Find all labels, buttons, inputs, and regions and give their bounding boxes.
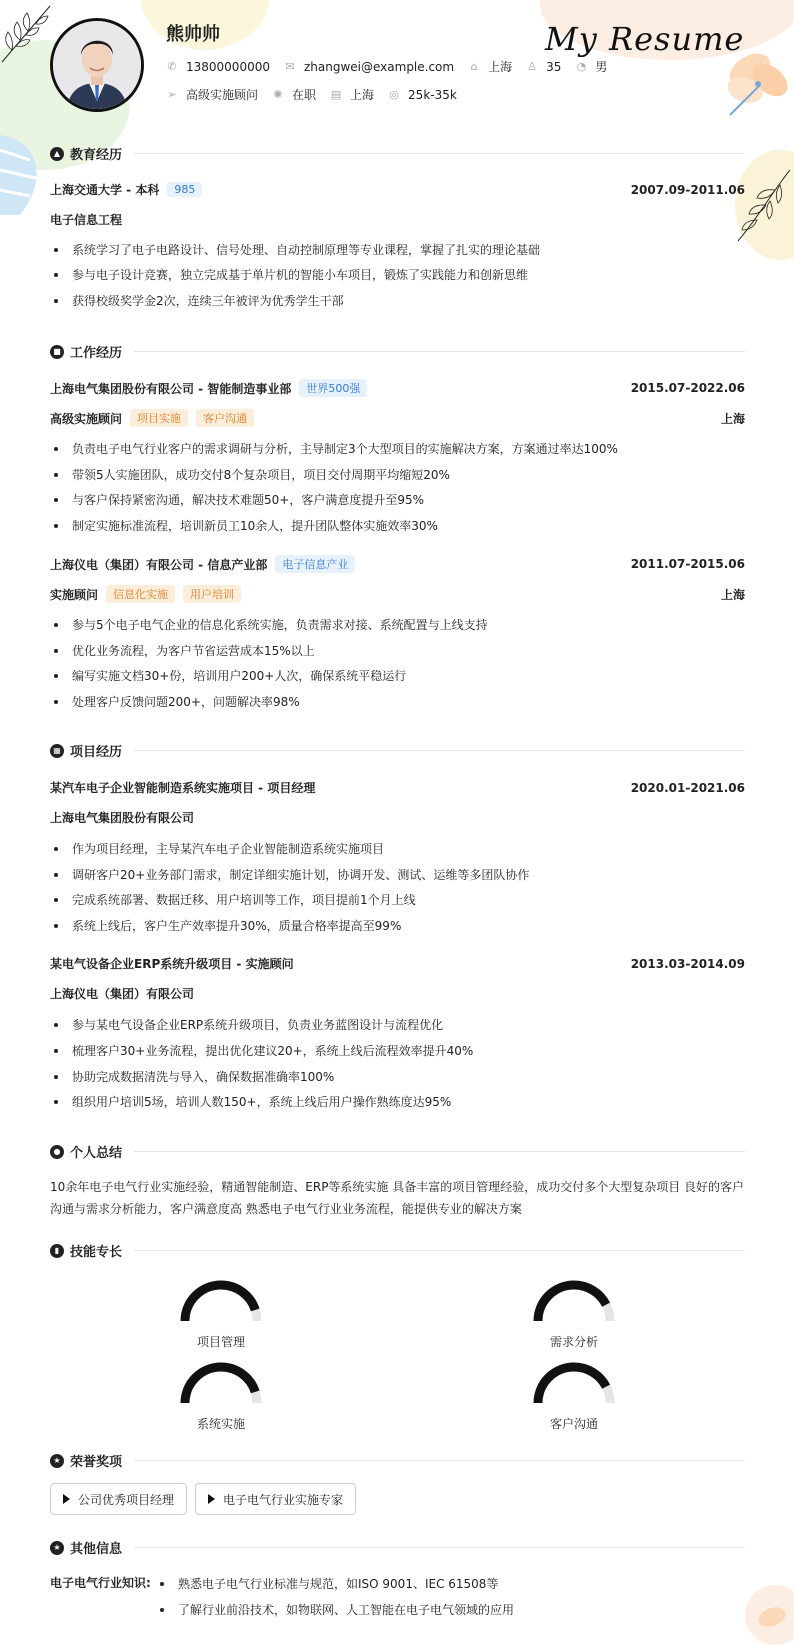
skill-name: 需求分析 xyxy=(549,1335,598,1349)
honor-label: 电子电气行业实施专家 xyxy=(223,1492,344,1507)
section-skills xyxy=(50,1241,745,1260)
section-projects xyxy=(50,741,745,760)
work-city: 上海 xyxy=(720,587,745,602)
list-item: 获得校级奖学金2次，连续三年被评为优秀学生干部 xyxy=(50,292,745,309)
work-header-1 xyxy=(50,379,745,397)
user-icon: ● xyxy=(50,1145,64,1159)
company-name: 上海仪电（集团）有限公司 - 信息产业部 xyxy=(50,557,268,572)
home-icon: ⌂ xyxy=(470,60,478,73)
list-item: 参与电子设计竞赛，独立完成基于单片机的智能小车项目，锻炼了实践能力和创新思维 xyxy=(50,266,745,283)
info-icon: ★ xyxy=(50,1541,64,1555)
phone-number: 13800000000 xyxy=(186,59,270,74)
email-address: zhangwei@example.com xyxy=(303,59,455,74)
status-icon: ✺ xyxy=(273,88,283,101)
work-header-2 xyxy=(50,555,745,573)
divider xyxy=(134,1250,745,1251)
section-work xyxy=(50,342,745,361)
list-item: 调研客户20+业务部门需求，制定详细实施计划，协调开发、测试、运维等多团队协作 xyxy=(50,866,745,883)
skill-item xyxy=(141,1276,301,1350)
school-name: 上海交通大学 - 本科 xyxy=(50,183,160,197)
position: 实施顾问 xyxy=(50,587,99,602)
project-period: 2013.03-2014.09 xyxy=(630,956,745,971)
candidate-name: 熊帅帅 xyxy=(166,24,220,45)
list-item: 作为项目经理，主导某汽车电子企业智能制造系统实施项目 xyxy=(50,840,745,857)
list-item: 优化业务流程，为客户节省运营成本15%以上 xyxy=(50,642,745,659)
section-summary xyxy=(50,1142,745,1161)
position: 高级实施顾问 xyxy=(50,411,123,426)
skill-name: 客户沟通 xyxy=(549,1417,598,1431)
summary-text: 10余年电子电气行业实施经验，精通智能制造、ERP等系统实施 具备丰富的项目管理经验，成功交付多个大型复杂项目 良好的客户沟通与需求分析能力，客户满意度高 熟悉电子电气行业业务流程，能提供专业的解决方案 xyxy=(50,1180,745,1216)
list-item: 梳理客户30+业务流程，提出优化建议20+，系统上线后流程效率提升40% xyxy=(50,1042,745,1059)
skill-gauge xyxy=(529,1358,619,1408)
company-name: 上海电气集团股份有限公司 - 智能制造事业部 xyxy=(50,381,292,396)
section-title: 项目经历 xyxy=(70,745,123,760)
section-other xyxy=(50,1538,745,1557)
list-item: 系统上线后，客户生产效率提升30%，质量合格率提高至99% xyxy=(50,917,745,934)
chart-icon: ▮ xyxy=(50,1244,64,1258)
section-education xyxy=(50,144,745,163)
skill-tag: 项目实施 xyxy=(130,409,188,427)
school-tag: 985 xyxy=(167,182,202,197)
age-icon: ♙ xyxy=(527,60,538,73)
project-company-row-2 xyxy=(50,985,745,1002)
send-icon: ➢ xyxy=(167,88,177,101)
skill-name: 系统实施 xyxy=(196,1417,245,1431)
major: 电子信息工程 xyxy=(50,213,123,227)
project-title: 某汽车电子企业智能制造系统实施项目 - 项目经理 xyxy=(50,781,316,795)
list-item: 协助完成数据清洗与导入，确保数据准确率100% xyxy=(50,1068,745,1085)
section-honors xyxy=(50,1451,745,1470)
work-position-row-2 xyxy=(50,585,745,603)
education-major-row xyxy=(50,211,745,228)
project-company-row-1 xyxy=(50,809,745,826)
section-title: 个人总结 xyxy=(70,1146,123,1161)
phone-icon: ✆ xyxy=(167,60,177,73)
list-item: 参与5个电子电气企业的信息化系统实施，负责需求对接、系统配置与上线支持 xyxy=(50,616,745,633)
project-header-1 xyxy=(50,779,745,796)
skill-item xyxy=(494,1358,654,1432)
list-item: 完成系统部署、数据迁移、用户培训等工作，项目提前1个月上线 xyxy=(50,891,745,908)
section-title: 荣誉奖项 xyxy=(70,1455,123,1470)
skill-gauge xyxy=(529,1276,619,1326)
divider xyxy=(134,153,745,154)
gender: 男 xyxy=(595,60,608,74)
skill-tag: 用户培训 xyxy=(183,585,241,603)
award-icon: ★ xyxy=(50,1454,64,1468)
avatar-photo xyxy=(53,21,141,109)
divider xyxy=(134,750,745,751)
project-company: 上海仪电（集团）有限公司 xyxy=(50,987,195,1001)
graduation-cap-icon: ▲ xyxy=(50,147,64,161)
divider xyxy=(134,1151,745,1152)
play-icon xyxy=(63,1494,70,1504)
divider xyxy=(134,351,745,352)
list-item: 负责电子电气行业客户的需求调研与分析，主导制定3个大型项目的实施解决方案，方案通过率达100% xyxy=(50,440,745,457)
list-item: 熟悉电子电气行业标准与规范，如ISO 9001、IEC 61508等 xyxy=(156,1575,746,1592)
job-title: 高级实施顾问 xyxy=(186,88,259,102)
skill-tag: 客户沟通 xyxy=(196,409,254,427)
avatar xyxy=(50,18,144,112)
project-header-2 xyxy=(50,955,745,972)
decor-flower-bottom xyxy=(750,1595,794,1637)
resume-script-title: My Resume xyxy=(545,20,745,58)
company-tag: 电子信息产业 xyxy=(275,555,355,573)
section-title: 技能专长 xyxy=(70,1245,123,1260)
grid-icon: ▦ xyxy=(50,744,64,758)
salary: 25k-35k xyxy=(408,87,457,102)
location: 上海 xyxy=(488,60,513,74)
salary-icon: ◎ xyxy=(389,88,399,101)
decor-monstera-leaf xyxy=(0,130,50,220)
contact-row xyxy=(166,58,621,75)
list-item: 制定实施标准流程，培训新员工10余人，提升团队整体实施效率30% xyxy=(50,517,745,534)
section-title: 教育经历 xyxy=(70,148,123,163)
work-period: 2011.07-2015.06 xyxy=(630,557,745,571)
divider xyxy=(134,1547,745,1548)
project-company: 上海电气集团股份有限公司 xyxy=(50,811,195,825)
education-period: 2007.09-2011.06 xyxy=(630,182,745,197)
list-item: 与客户保持紧密沟通，解决技术难题50+，客户满意度提升至95% xyxy=(50,491,745,508)
other-label: 电子电气行业知识: xyxy=(50,1576,151,1590)
project-title: 某电气设备企业ERP系统升级项目 - 实施顾问 xyxy=(50,957,294,971)
section-title: 其他信息 xyxy=(70,1542,123,1557)
divider xyxy=(134,1460,745,1461)
briefcase-icon: ■ xyxy=(50,345,64,359)
list-item: 处理客户反馈问题200+，问题解决率98% xyxy=(50,693,745,710)
work-position-row-1 xyxy=(50,409,745,427)
list-item: 参与某电气设备企业ERP系统升级项目，负责业务蓝图设计与流程优化 xyxy=(50,1016,745,1033)
email-icon: ✉ xyxy=(285,60,295,73)
work-city: 上海 xyxy=(720,411,745,426)
honor-chip xyxy=(50,1483,187,1515)
section-title: 工作经历 xyxy=(70,346,123,361)
list-item: 编写实施文档30+份，培训用户200+人次，确保系统平稳运行 xyxy=(50,667,745,684)
building-icon: ▤ xyxy=(330,88,342,101)
gender-icon: ◔ xyxy=(576,60,587,73)
list-item: 了解行业前沿技术，如物联网、人工智能在电子电气领域的应用 xyxy=(156,1601,746,1618)
honor-label: 公司优秀项目经理 xyxy=(78,1492,175,1507)
honor-chip xyxy=(195,1483,356,1515)
skill-gauge xyxy=(176,1358,266,1408)
skill-item xyxy=(141,1358,301,1432)
target-city: 上海 xyxy=(350,88,375,102)
list-item: 组织用户培训5场，培训人数150+，系统上线后用户操作熟练度达95% xyxy=(50,1093,745,1110)
project-period: 2020.01-2021.06 xyxy=(630,780,745,795)
job-row xyxy=(166,86,471,103)
play-icon xyxy=(208,1494,215,1504)
job-status: 在职 xyxy=(292,88,317,102)
education-header xyxy=(50,181,745,198)
skill-item xyxy=(494,1276,654,1350)
company-tag: 世界500强 xyxy=(299,379,367,397)
list-item: 系统学习了电子电路设计、信号处理、自动控制原理等专业课程，掌握了扎实的理论基础 xyxy=(50,241,745,258)
skill-tag: 信息化实施 xyxy=(106,585,175,603)
decor-leaf-right xyxy=(730,165,794,245)
list-item: 带领5人实施团队，成功交付8个复杂项目，项目交付周期平均缩短20% xyxy=(50,466,745,483)
skill-gauge xyxy=(176,1276,266,1326)
work-period: 2015.07-2022.06 xyxy=(630,381,745,395)
skill-name: 项目管理 xyxy=(196,1335,245,1349)
age: 35 xyxy=(546,59,562,74)
